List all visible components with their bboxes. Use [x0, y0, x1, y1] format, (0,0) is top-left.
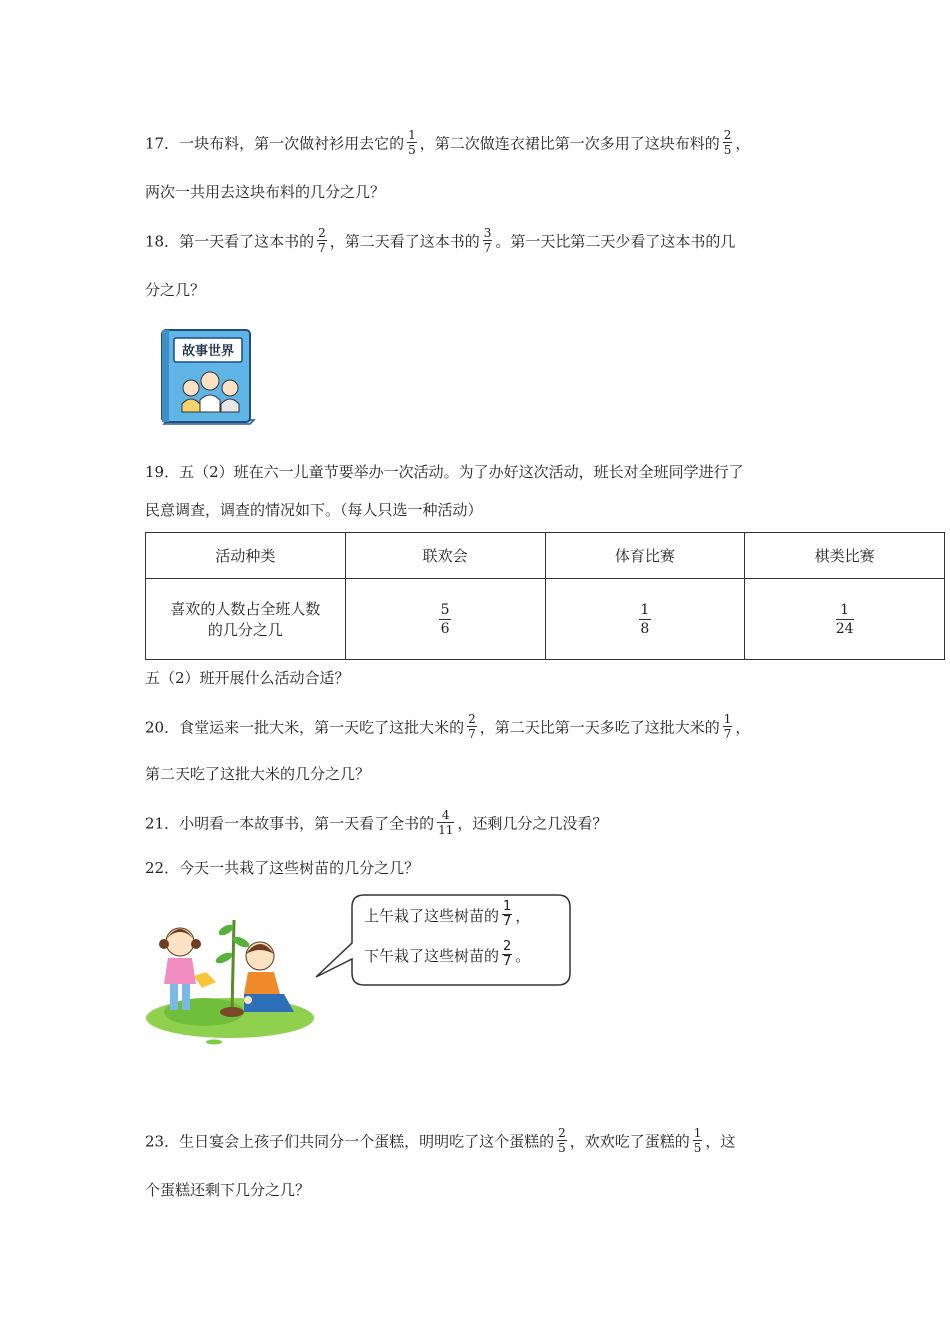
- q20-line-1: 20．食堂运来一批大米，第一天吃了这批大米的 $\frac{2}{7}$ ，第二天比第一天多吃了这批大米的 $\frac{1}{7}$ ，: [145, 712, 751, 741]
- table-header-row: [146, 533, 945, 579]
- fraction: $\frac{2}{7}$: [468, 712, 476, 741]
- survey-table: [145, 532, 945, 660]
- q22-line: 22．今天一共栽了这些树苗的几分之几？: [145, 859, 420, 877]
- fraction: $\frac{2}{7}$: [318, 226, 326, 255]
- q18-line-2: 分之几？: [145, 281, 206, 299]
- table-header: 活动种类: [146, 533, 346, 579]
- fraction: $\frac{1}{24}$: [835, 602, 854, 637]
- fraction: $\frac{1}{7}$: [503, 899, 512, 929]
- row-label: 喜欢的人数占全班人数 的几分之几: [146, 579, 346, 660]
- table-cell: [745, 579, 945, 660]
- fraction: $\frac{5}{6}$: [440, 602, 450, 637]
- table-cell: [545, 579, 745, 660]
- bubble-line-2: 下午栽了这些树苗的 $\frac{2}{7}$ 。: [364, 939, 531, 969]
- fraction: $\frac{1}{5}$: [693, 1126, 702, 1155]
- q19-line-1: 19．五（2）班在六一儿童节要举办一次活动。为了办好这次活动，班长对全班同学进行了: [145, 463, 744, 481]
- bubble-line-1: 上午栽了这些树苗的 $\frac{1}{7}$ ，: [364, 899, 531, 929]
- fraction: $\frac{3}{7}$: [483, 226, 492, 255]
- fraction: $\frac{1}{5}$: [408, 128, 416, 157]
- q23-line-1: 23．生日宴会上孩子们共同分一个蛋糕，明明吃了这个蛋糕的 $\frac{2}{5}$ ，欢欢吃了蛋糕的 $\frac{1}{5}$ ，这: [145, 1126, 736, 1155]
- fraction: $\frac{4}{11}$: [438, 808, 454, 837]
- fraction: $\frac{2}{5}$: [723, 128, 732, 157]
- q18-line-1: 18．第一天看了这本书的 $\frac{2}{7}$ ，第二天看了这本书的 $\frac{3}{7}$ 。第一天比第二天少看了这本书的几: [145, 226, 736, 255]
- table-header: 联欢会: [345, 533, 545, 579]
- q19-question: 五（2）班开展什么活动合适？: [145, 669, 350, 687]
- fraction: $\frac{2}{5}$: [558, 1126, 566, 1155]
- q19-line-2: 民意调查，调查的情况如下。（每人只选一种活动）: [145, 501, 483, 519]
- table-header: 体育比赛: [545, 533, 745, 579]
- fraction: $\frac{1}{8}$: [640, 602, 650, 637]
- kids-planting-illustration: [144, 900, 316, 1050]
- q20-line-2: 第二天吃了这批大米的几分之几？: [145, 765, 371, 783]
- q17-line-2: 两次一共用去这块布料的几分之几？: [145, 183, 386, 201]
- q17-line-1: 17．一块布料，第一次做衬衫用去它的 $\frac{1}{5}$ ，第二次做连衣裙比第一次多用了这块布料的 $\frac{2}{5}$ ，: [145, 128, 751, 157]
- book-title: 故事世界: [181, 344, 235, 359]
- table-cell: [345, 579, 545, 660]
- q21-line: 21．小明看一本故事书，第一天看了全书的 $\frac{4}{11}$ ，还剩几分之几没看？: [145, 808, 608, 837]
- table-row: [146, 579, 945, 660]
- table-header: 棋类比赛: [745, 533, 945, 579]
- fraction: $\frac{2}{7}$: [503, 939, 512, 969]
- fraction: $\frac{1}{7}$: [723, 712, 732, 741]
- q23-line-2: 个蛋糕还剩下几分之几？: [145, 1181, 311, 1199]
- storybook-illustration: [158, 326, 256, 430]
